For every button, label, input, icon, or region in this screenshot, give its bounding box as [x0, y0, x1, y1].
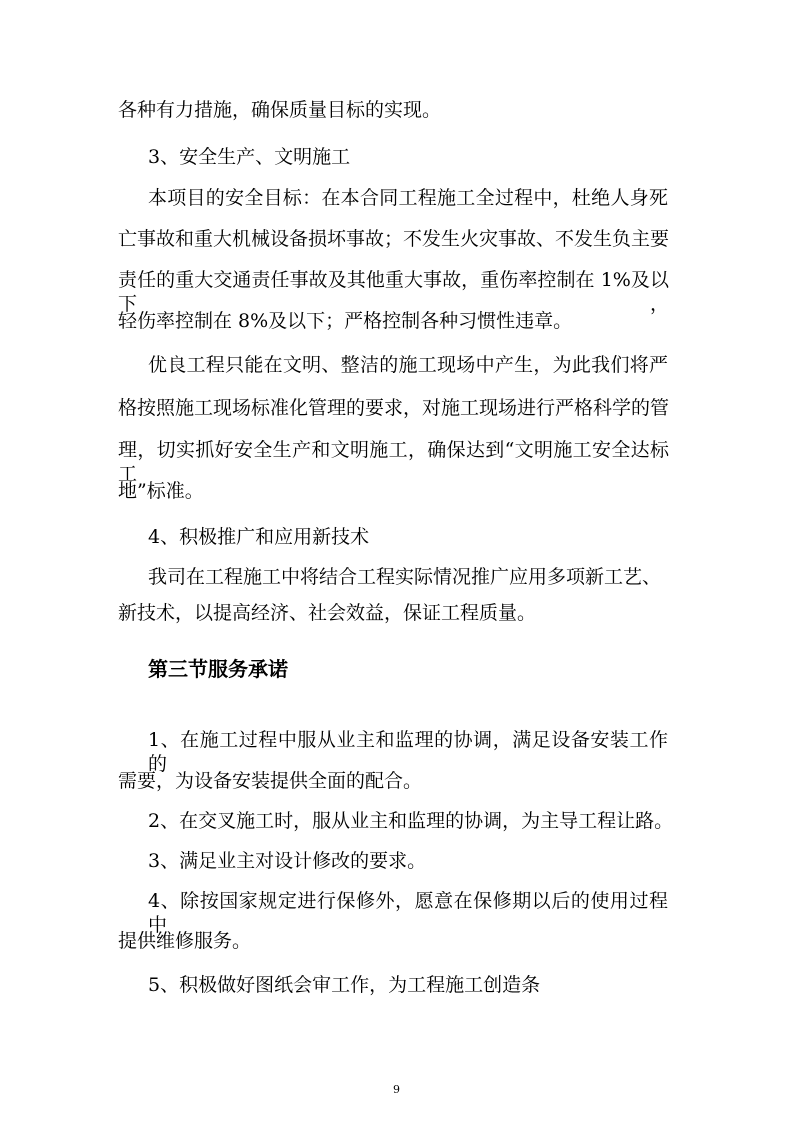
paragraph-line: 轻伤率控制在 8%及以下；严格控制各种习惯性违章。	[118, 310, 573, 332]
paragraph-line: 1、在施工过程中服从业主和监理的协调，满足设备安装工作的	[148, 729, 668, 775]
paragraph-line: 5、积极做好图纸会审工作，为工程施工创造条	[148, 974, 541, 996]
paragraph-line: 地”标准。	[118, 480, 204, 502]
paragraph-line: 责任的重大交通责任事故及其他重大事故，重伤率控制在 1%及以下，	[118, 269, 669, 315]
paragraph-line: 各种有力措施，确保质量目标的实现。	[118, 99, 442, 121]
paragraph-line: 优良工程只能在文明、整洁的施工现场中产生，为此我们将严	[148, 354, 668, 376]
section-heading: 第三节服务承诺	[148, 657, 288, 681]
subheading-safety: 3、安全生产、文明施工	[148, 146, 351, 168]
paragraph-line: 需要，为设备安装提供全面的配合。	[118, 770, 423, 792]
paragraph-line: 格按照施工现场标准化管理的要求，对施工现场进行严格科学的管	[118, 397, 670, 419]
page-number: 9	[393, 1083, 400, 1096]
paragraph-line: 本项目的安全目标：在本合同工程施工全过程中，杜绝人身死	[148, 187, 668, 209]
paragraph-line: 理，切实抓好安全生产和文明施工，确保达到“文明施工安全达标工	[118, 439, 669, 485]
paragraph-line: 3、满足业主对设计修改的要求。	[148, 850, 427, 872]
paragraph-line: 亡事故和重大机械设备损坏事故；不发生火灾事故、不发生负主要	[118, 228, 670, 250]
paragraph-line: 2、在交叉施工时，服从业主和监理的协调，为主导工程让路。	[148, 810, 674, 832]
paragraph-line: 我司在工程施工中将结合工程实际情况推广应用多项新工艺、	[148, 566, 662, 588]
paragraph-line: 4、除按国家规定进行保修外，愿意在保修期以后的使用过程中	[148, 890, 668, 936]
paragraph-line: 提供维修服务。	[118, 930, 252, 952]
subheading-new-tech: 4、积极推广和应用新技术	[148, 526, 370, 548]
paragraph-line: 新技术，以提高经济、社会效益，保证工程质量。	[118, 602, 537, 624]
